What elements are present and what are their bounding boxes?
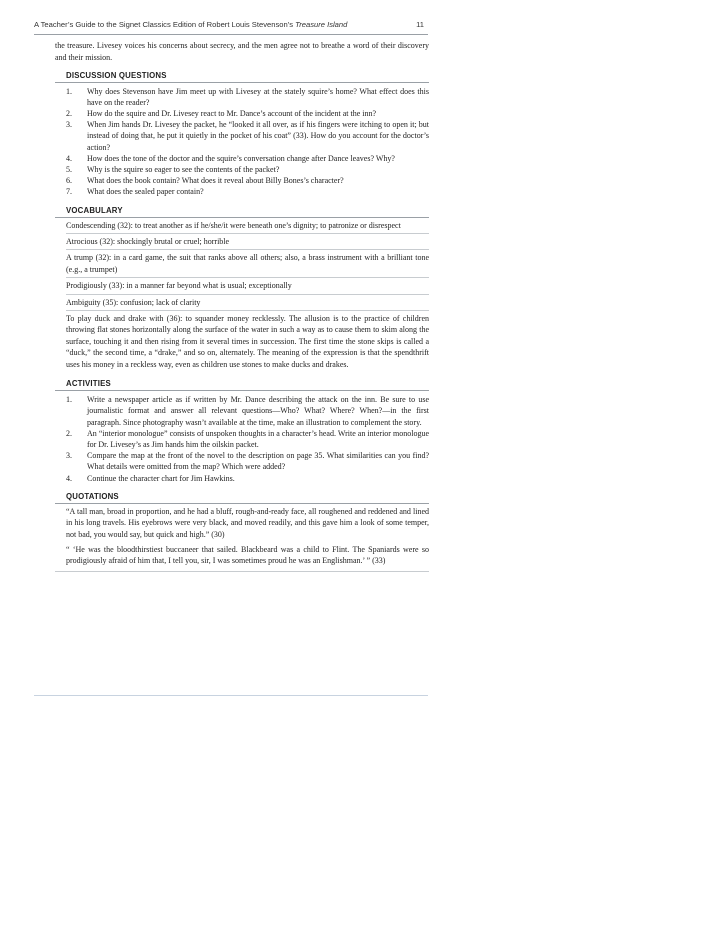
item-text: How do the squire and Dr. Livesey react to Mr. Dance’s account of the incident at the inn? (87, 109, 377, 118)
item-text: What does the sealed paper contain? (87, 187, 204, 197)
item-number: 1. (66, 86, 72, 96)
discussion-question (66, 186, 429, 197)
activity-item (66, 450, 429, 472)
item-number: 2. (66, 428, 72, 438)
intro-paragraph: the treasure. Livesey voices his concerns about secrecy, and the men agree not to breathe a word of their discovery and their mission. (55, 41, 429, 62)
quotation: “ ‘He was the bloodthirstiest buccaneer that sailed. Blackbeard was a child to Flint. The Spaniards were so prodigiously afraid of him that, I tell you, sir, I was sometimes proud he was an Englishman.’ ” (33) (66, 544, 429, 566)
item-number: 2. (66, 109, 72, 118)
item-number: 4. (66, 153, 72, 163)
quotations-divider (55, 571, 429, 572)
item-number: 7. (66, 187, 72, 197)
page-content (55, 40, 429, 572)
item-number: 3. (66, 120, 72, 130)
item-number: 3. (66, 451, 72, 461)
running-title-text: A Teacher’s Guide to the Signet Classics Edition of Robert Louis Stevenson’s (34, 20, 296, 29)
discussion-list (66, 86, 429, 198)
discussion-question (66, 108, 429, 119)
vocabulary-list (55, 218, 429, 372)
vocabulary-entry: Condescending (32): to treat another as if he/she/it were beneath one’s dignity; to patronize or disrespect (66, 218, 429, 234)
item-number: 1. (66, 395, 72, 405)
discussion-question (66, 153, 429, 164)
item-text: How does the tone of the doctor and the squire’s conversation change after Dance leaves? Why? (87, 153, 395, 163)
bottom-rule (34, 695, 428, 696)
item-number: 6. (66, 176, 72, 186)
quotation: “A tall man, broad in proportion, and he had a bluff, rough-and-ready face, all roughened and reddened and lined in his long travels. His eyebrows were very black, and moved readily, and this gave him a look of some temper, not bad, you would say, but quick and high.” (30) (66, 506, 429, 539)
vocabulary-entry: Prodigiously (33): in a manner far beyond what is usual; exceptionally (66, 278, 429, 294)
discussion-question (66, 175, 429, 186)
item-number: 5. (66, 165, 72, 175)
discussion-heading: DISCUSSION QUESTIONS (55, 67, 429, 83)
running-title (34, 20, 347, 29)
item-text: Continue the character chart for Jim Hawkins. (87, 473, 235, 483)
discussion-question (66, 86, 429, 108)
item-text: When Jim hands Dr. Livesey the packet, he “looked it all over, as if his fingers were itching to open it; but instead of doing that, he put it quietly in the pocket of his coat” (33). How do you account for the doctor’s action? (87, 120, 429, 152)
discussion-section (55, 86, 429, 198)
quotations-heading: QUOTATIONS (55, 488, 429, 504)
item-text: An “interior monologue” consists of unspoken thoughts in a character’s head. Write an interior monologue for Dr. Livesey’s as Jim hands him the oilskin packet. (87, 428, 429, 449)
vocabulary-entry: Atrocious (32): shockingly brutal or cruel; horrible (66, 234, 429, 250)
page-header (34, 17, 428, 35)
page-number: 11 (416, 20, 424, 29)
item-text: Write a newspaper article as if written by Mr. Dance describing the attack on the inn. Be sure to use journalistic format and answer all relevant questions—Who? What? Where? When?—in the first paragraph. Since photography wasn’t available at the time, make an illustration to complement the story. (87, 395, 429, 427)
item-number: 4. (66, 473, 72, 483)
activities-heading: ACTIVITIES (55, 375, 429, 391)
discussion-question (66, 119, 429, 153)
activity-item (66, 394, 429, 428)
book-title: Treasure Island (295, 20, 348, 29)
vocabulary-entry: A trump (32): in a card game, the suit that ranks above all others; also, a brass instrument with a brilliant tone (e.g., a trumpet) (66, 250, 429, 278)
vocabulary-entry: Ambiguity (35): confusion; lack of clarity (66, 295, 429, 311)
activity-item (66, 428, 429, 450)
vocabulary-heading: VOCABULARY (55, 202, 429, 218)
item-text: Compare the map at the front of the novel to the description on page 35. What similarities can you find? What details were omitted from the map? Which were added? (87, 451, 429, 472)
item-text: What does the book contain? What does it reveal about Billy Bones’s character? (87, 176, 344, 186)
activities-section (55, 394, 429, 484)
activity-item (66, 473, 429, 484)
item-text: Why is the squire so eager to see the contents of the packet? (87, 165, 280, 175)
vocabulary-entry: To play duck and drake with (36): to squander money recklessly. The allusion is to the practice of children throwing flat stones horizontally along the surface of the water in such a way as to cause them to skim along the surface, touching it and then rising from it several times in succession. The first time the stone skips is called a “duck,” the second time, a “drake,” and so on, alternately. The meaning of the expression is that the spendthrift uses his money in a reckless way, even as children use stones to make ducks and drakes. (66, 314, 429, 369)
item-text: Why does Stevenson have Jim meet up with Livesey at the stately squire’s home? What effect does this have on the reader? (87, 86, 429, 107)
discussion-question (66, 164, 429, 175)
quotations-list (55, 504, 429, 569)
activities-list (66, 394, 429, 484)
